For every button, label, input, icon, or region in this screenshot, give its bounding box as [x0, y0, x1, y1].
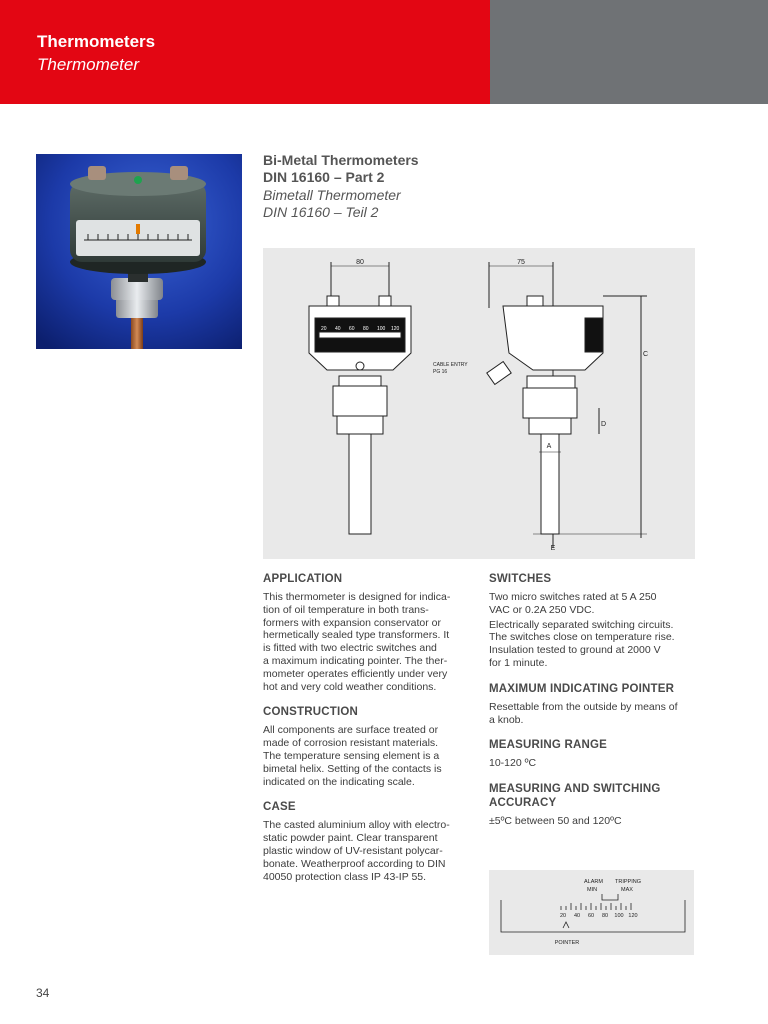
scale-tick-label: 20: [559, 913, 567, 919]
page-title: Thermometers: [37, 32, 156, 51]
case-body: The casted aluminium alloy with electro- static powder paint. Clear transparent plastic window of UV-resistant polycar- bonate. Weatherproof according to DIN 40050 protection class IP 43-IP 55.: [263, 819, 450, 883]
range-body: 10-120 ºC: [489, 757, 537, 770]
header-band: [0, 0, 490, 104]
construction-body: All components are surface treated or made of corrosion resistant materials. The temperature sensing element is a bimetal helix. Setting of the contacts is indicated on the indicating scale.: [263, 724, 442, 788]
page-subtitle: Thermometer: [37, 55, 140, 74]
svg-text:100: 100: [377, 326, 386, 332]
page-number: 34: [36, 986, 50, 1000]
cable-label-1: CABLE ENTRY: [433, 362, 468, 368]
scale-tick-label: 100: [614, 913, 624, 919]
switches-heading: SWITCHES: [489, 573, 552, 585]
scale-tick-label: 120: [628, 913, 638, 919]
scale-diagram: [489, 870, 694, 955]
cable-label-2: PG 16: [433, 369, 448, 375]
pointer-heading: MAXIMUM INDICATING POINTER: [489, 682, 675, 695]
dim-e: E: [550, 545, 556, 552]
product-subtitle-line1: Bimetall Thermometer: [263, 187, 401, 203]
application-body: This thermometer is designed for indica- tion of oil temperature in both trans- formers with expansion conservator or hermetically sealed type transformers. It is fitted with two electric switches and a maximum indicating pointer. The ther- mometer operates efficiently under very hot and very cold weather conditions.: [263, 591, 451, 693]
pointer-label: POINTER: [554, 940, 580, 946]
dim-d: D: [601, 421, 607, 428]
construction-heading: CONSTRUCTION: [263, 706, 359, 719]
product-title-line2: DIN 16160 – Part 2: [263, 169, 385, 185]
svg-text:40: 40: [335, 326, 341, 332]
product-subtitle-line2: DIN 16160 – Teil 2: [263, 204, 379, 220]
pointer-body: Resettable from the outside by means of a knob.: [489, 700, 678, 726]
scale-tick-label: 40: [573, 913, 581, 919]
application-heading: APPLICATION: [263, 573, 343, 585]
left-text-column: [263, 572, 468, 895]
switches-body-1: Two micro switches rated at 5 A 250 VAC or 0.2A 250 VDC.: [489, 591, 657, 616]
dim-front-width: 80: [356, 259, 364, 266]
switches-body-2: Electrically separated switching circuits. The switches close on temperature rise. Insulation tested to ground at 2000 V for 1 minute.: [489, 618, 675, 669]
product-title-line1: Bi-Metal Thermometers: [263, 152, 419, 168]
case-heading: CASE: [263, 801, 296, 814]
header-grey-band: [490, 0, 768, 104]
product-photo: [36, 154, 242, 349]
range-heading: MEASURING RANGE: [489, 739, 608, 752]
tripping-label: TRIPPING: [615, 879, 641, 885]
svg-text:20: 20: [321, 326, 327, 332]
right-text-column: [489, 572, 694, 840]
dim-a: A: [546, 443, 552, 450]
alarm-label: ALARM: [584, 879, 603, 885]
scale-tick-label: 60: [587, 913, 595, 919]
svg-text:60: 60: [349, 326, 355, 332]
dim-c: C: [643, 351, 649, 358]
min-label: MIN: [587, 887, 598, 893]
product-subtitle: [263, 187, 401, 221]
product-title: [263, 152, 419, 186]
technical-drawing: [263, 248, 695, 559]
svg-text:120: 120: [391, 326, 400, 332]
dim-side-width: 75: [517, 259, 525, 266]
max-label: MAX: [621, 887, 633, 893]
accuracy-heading: MEASURING AND SWITCHING ACCURACY: [489, 783, 661, 810]
accuracy-body: ±5ºC between 50 and 120ºC: [489, 815, 622, 828]
scale-tick-label: 80: [601, 913, 609, 919]
svg-text:80: 80: [363, 326, 369, 332]
